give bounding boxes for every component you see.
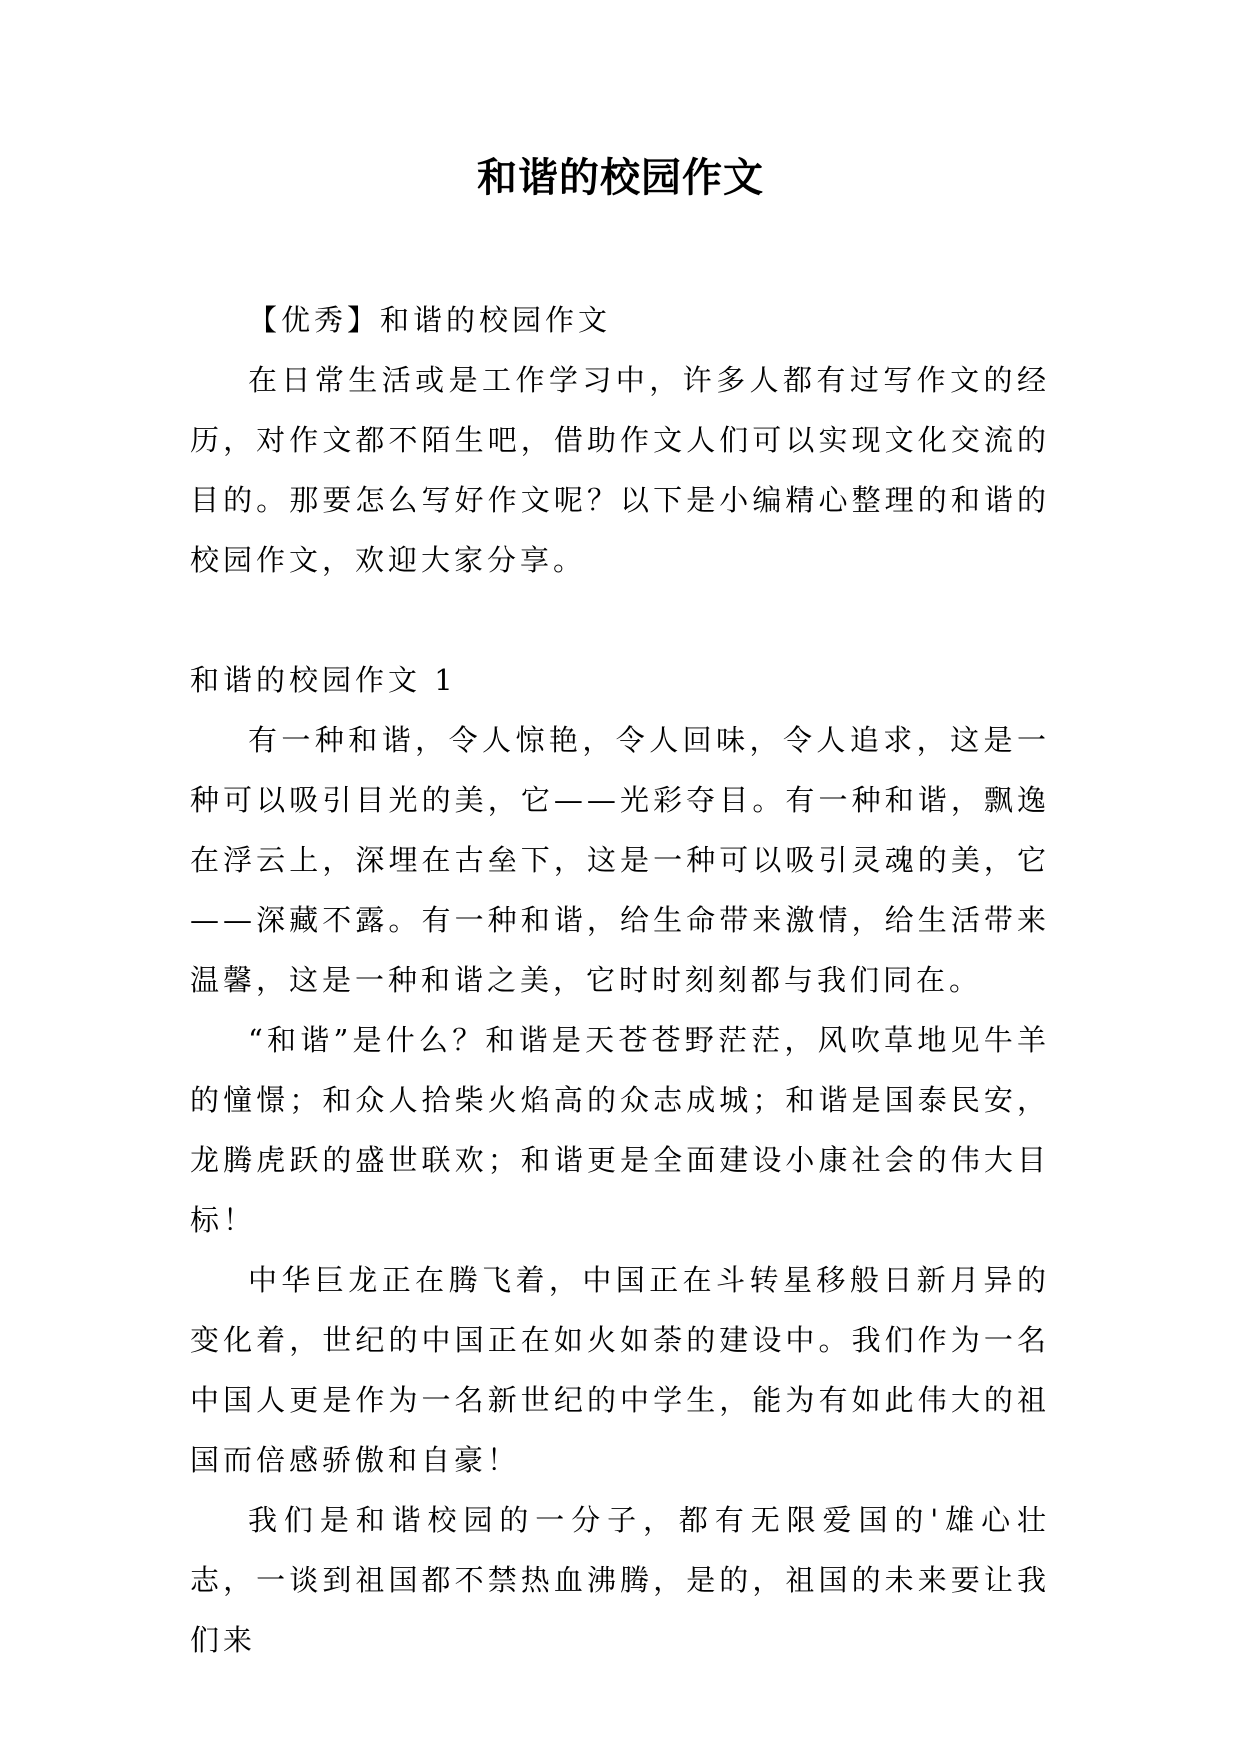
- essay-paragraph: 有一种和谐，令人惊艳，令人回味，令人追求，这是一种可以吸引目光的美，它——光彩夺目。有一种和谐，飘逸在浮云上，深埋在古垒下，这是一种可以吸引灵魂的美，它——深藏不露。有一种和谐，给生命带来激情，给生活带来温馨，这是一种和谐之美，它时时刻刻都与我们同在。: [190, 723, 1050, 997]
- document-title: 和谐的校园作文: [477, 154, 764, 201]
- document-body: [190, 290, 1050, 1670]
- essay-paragraph: 中华巨龙正在腾飞着，中国正在斗转星移般日新月异的变化着，世纪的中国正在如火如荼的建设中。我们作为一名中国人更是作为一名新世纪的中学生，能为有如此伟大的祖国而倍感骄傲和自豪！: [190, 1263, 1050, 1477]
- intro-paragraph: 在日常生活或是工作学习中，许多人都有过写作文的经历，对作文都不陌生吧，借助作文人们可以实现文化交流的目的。那要怎么写好作文呢？以下是小编精心整理的和谐的校园作文，欢迎大家分享。: [190, 363, 1050, 577]
- essay-paragraph: “和谐”是什么？和谐是天苍苍野茫茫，风吹草地见牛羊的憧憬；和众人拾柴火焰高的众志成城；和谐是国泰民安，龙腾虎跃的盛世联欢；和谐更是全面建设小康社会的伟大目标！: [190, 1023, 1050, 1237]
- essay-paragraph: 我们是和谐校园的一分子，都有无限爱国的'雄心壮志，一谈到祖国都不禁热血沸腾，是的，祖国的未来要让我们来: [190, 1503, 1050, 1657]
- essay-title: 和谐的校园作文 1: [190, 663, 457, 697]
- lead-line: 【优秀】和谐的校园作文: [248, 303, 612, 337]
